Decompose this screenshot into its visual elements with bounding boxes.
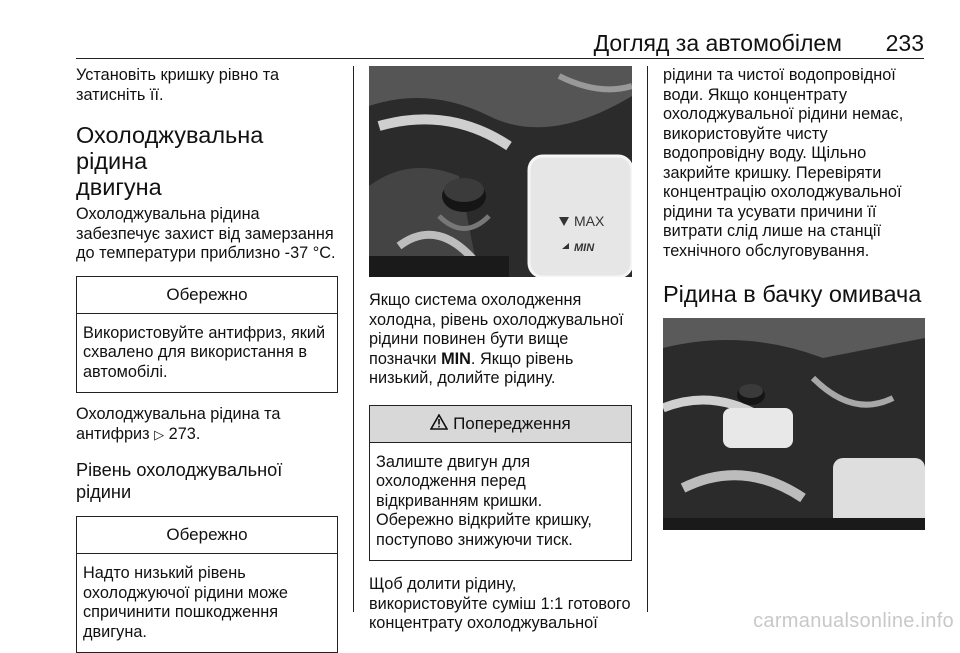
level-paragraph: [369, 291, 632, 389]
column-3: [663, 66, 925, 530]
caution-text: Використовуйте антифриз, який схвалено для використання в автомобілі.: [83, 323, 326, 381]
warning-box: [369, 405, 632, 562]
page-reference-link[interactable]: 273.: [168, 424, 201, 443]
caution-box-antifreeze: [76, 276, 338, 394]
washer-reservoir-photo: [663, 318, 925, 530]
coolant-heading: Охолоджувальна рідина двигуна: [76, 122, 264, 200]
antifreeze-reference-text: Охолоджувальна рідина та антифриз: [76, 405, 281, 443]
min-mark: MIN: [441, 349, 471, 368]
coolant-level-subheading: Рівень охолоджувальної рідини: [76, 460, 283, 502]
running-header-title: Догляд за автомобілем: [593, 30, 842, 56]
caution-box-level: [76, 516, 338, 653]
caution-title: Обережно: [77, 277, 337, 314]
column-divider: [353, 66, 354, 612]
antifreeze-reference: [76, 405, 338, 444]
caution-text: Надто низький рівень охолоджуючої рідини може спричинити пошкодження двигуна.: [83, 564, 288, 641]
warning-header: [370, 406, 631, 443]
column-2: [369, 66, 632, 634]
washer-fluid-heading: Рідина в бачку омивача: [663, 281, 922, 307]
warning-text: Залиште двигун для охолодження перед відкриванням кришки. Обережно відкрийте кришку, поступово знижуючи тиск.: [376, 452, 592, 549]
level-paragraph-text-b: . Якщо рівень низький, долийте рідину.: [369, 349, 574, 387]
min-label: MIN: [574, 242, 595, 254]
coolant-paragraph: Охолоджувальна рідина забезпечує захист від замерзання до температури приблизно -37 °C.: [76, 205, 336, 262]
watermark: carmanualsonline.info: [753, 610, 954, 632]
page-number: 233: [885, 30, 924, 56]
warning-triangle-icon: [430, 414, 448, 430]
header-rule: [76, 58, 924, 59]
coolant-reservoir-photo: [369, 66, 632, 277]
refill-paragraph: Щоб долити рідину, використовуйте суміш 1:1 готового концентрату охолоджувальної: [369, 575, 631, 632]
coolant-continued-paragraph: рідини та чистої водопровідної води. Якщо концентрату охолоджувальної рідини немає, використовуйте чисту водопровідну воду. Щільно закрийте кришку. Перевіряти концентрацію охолоджувальної рідини та усувати причини її витрати слід лише на станції технічного обслуговування.: [663, 66, 904, 260]
level-paragraph-text-a: Якщо система охолодження холодна, рівень охолоджувальної рідини повинен бути вище позначки: [369, 291, 624, 368]
max-label: MAX: [574, 213, 605, 229]
intro-text: Установіть кришку рівно та затисніть її.: [76, 66, 280, 104]
caution-title: Обережно: [77, 517, 337, 554]
engine-bay-illustration: [369, 66, 632, 277]
engine-bay-washer-illustration: [663, 318, 925, 530]
warning-title: Попередження: [453, 413, 571, 433]
column-divider: [647, 66, 648, 612]
arrow-reference-icon: ▷: [154, 426, 165, 442]
column-1: [76, 66, 338, 653]
